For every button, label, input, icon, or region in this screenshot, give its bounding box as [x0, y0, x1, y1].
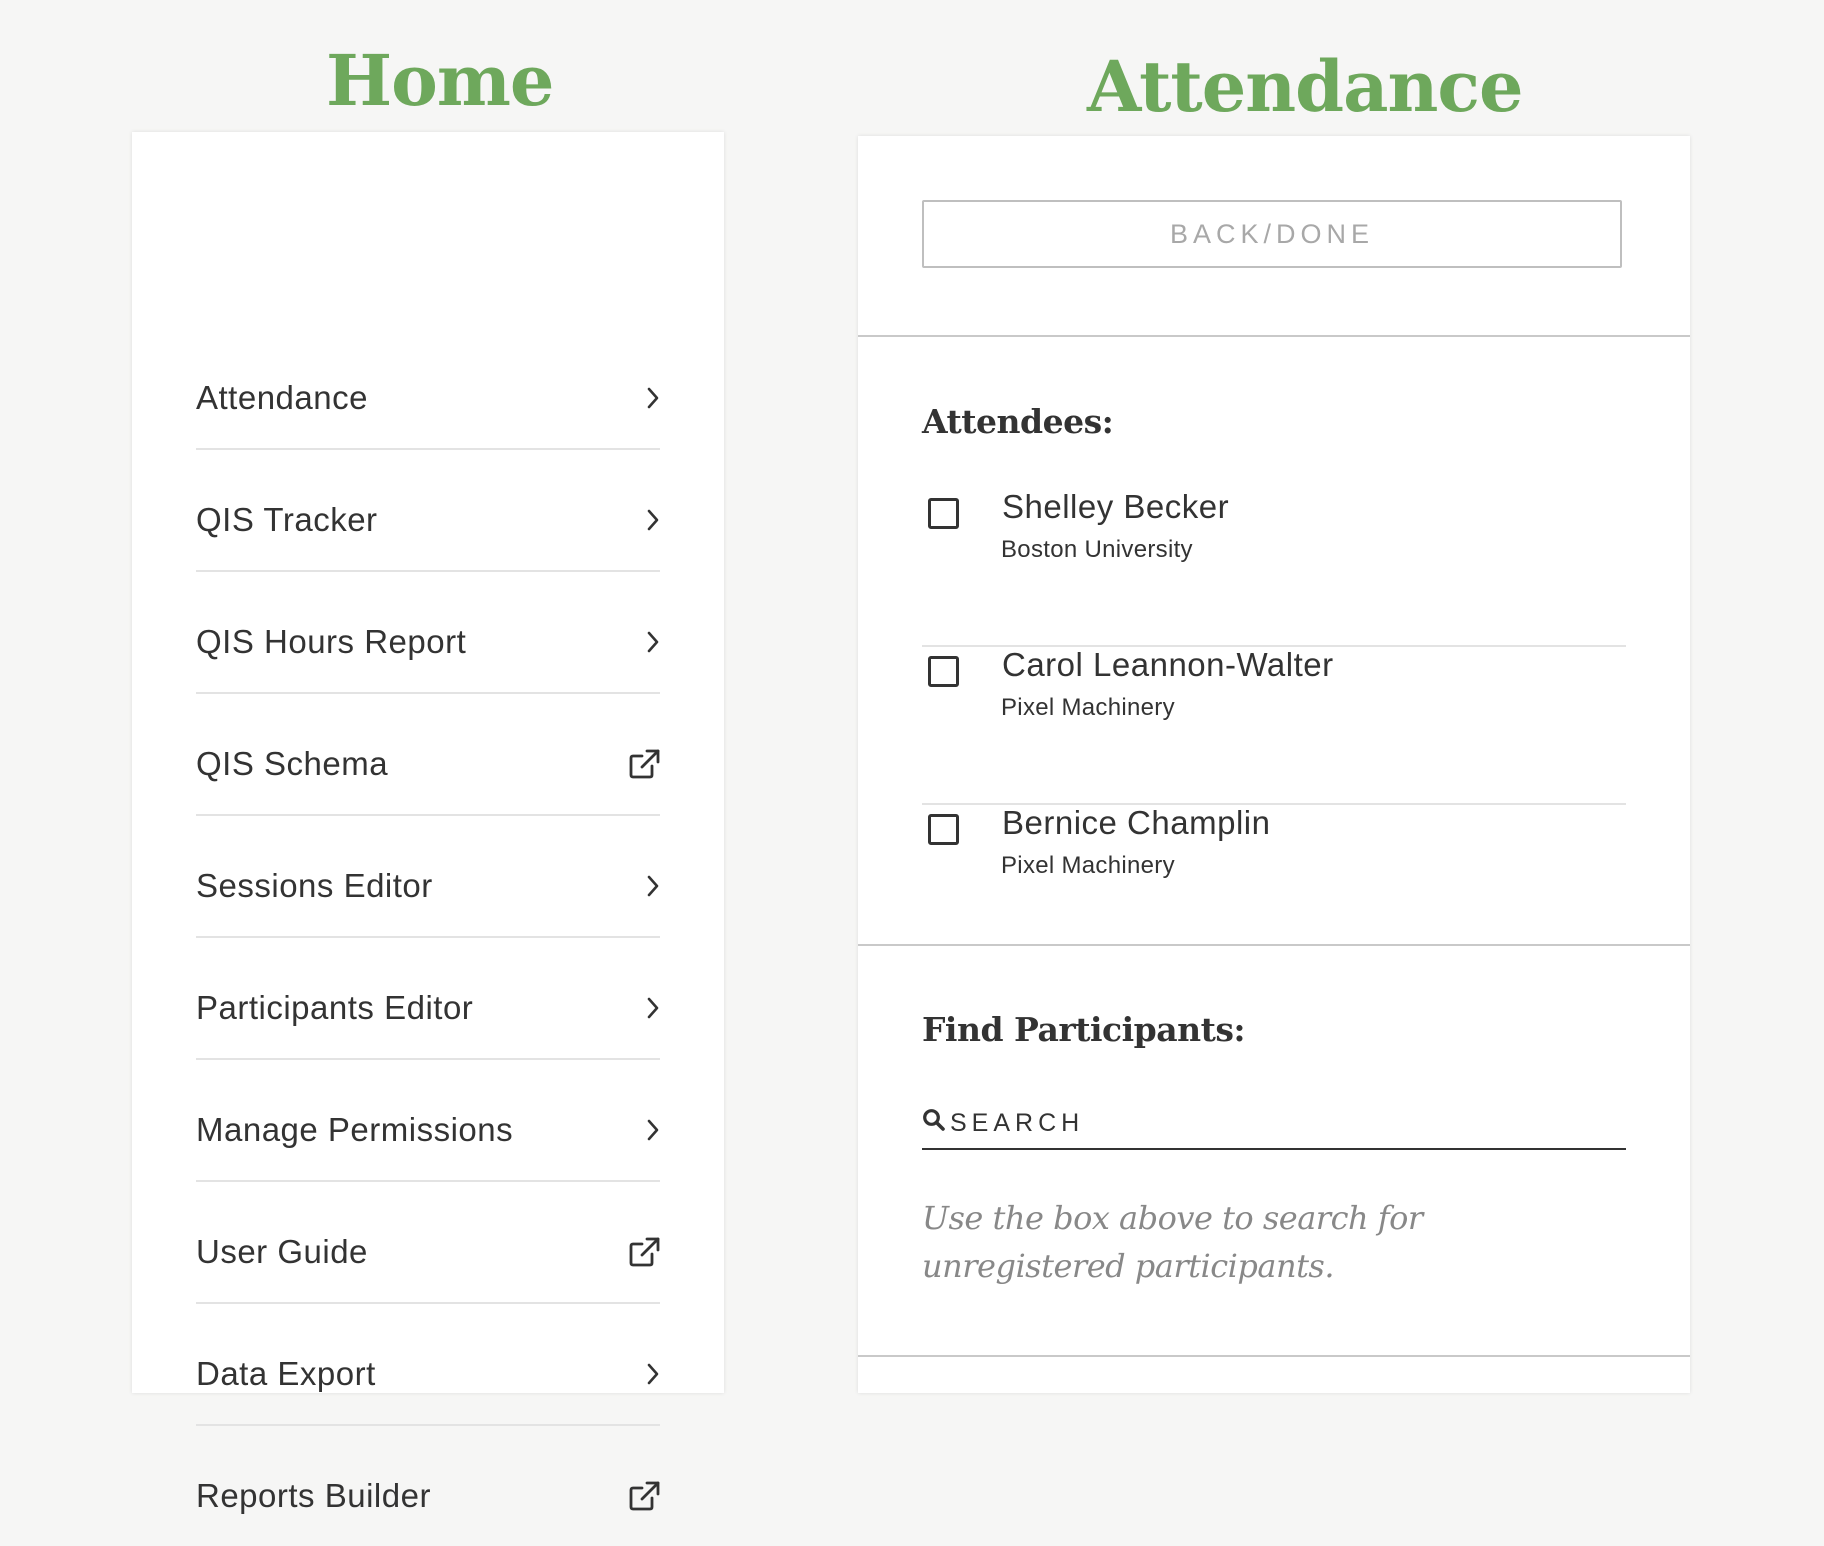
chevron-right-icon: [626, 503, 660, 537]
menu-item-label: Manage Permissions: [196, 1111, 514, 1148]
attendance-card: [858, 136, 1690, 1393]
attendee-item: [922, 804, 1626, 961]
search-icon: [922, 1108, 946, 1132]
menu-item-label: QIS Tracker: [196, 501, 378, 538]
menu-item-manage-permissions[interactable]: [196, 1058, 660, 1182]
home-menu-card: [132, 132, 724, 1514]
menu-item-data-export[interactable]: [196, 1302, 660, 1426]
attendee-checkbox[interactable]: [928, 498, 959, 529]
chevron-right-icon: [626, 625, 660, 659]
find-participants-title: Find Participants:: [922, 1010, 1246, 1049]
chevron-right-icon: [626, 1357, 660, 1391]
menu-item-label: QIS Schema: [196, 745, 389, 782]
menu-item-attendance[interactable]: [196, 326, 660, 450]
chevron-right-icon: [626, 381, 660, 415]
section-divider: [858, 1355, 1690, 1357]
menu-item-qis-tracker[interactable]: [196, 448, 660, 572]
attendee-name: Bernice Champlin: [1002, 804, 1271, 841]
menu-item-qis-schema[interactable]: [196, 692, 660, 816]
menu-item-label: Reports Builder: [196, 1477, 431, 1514]
attendees-title: Attendees:: [922, 402, 1114, 441]
menu-item-participants-editor[interactable]: [196, 936, 660, 1060]
menu-item-label: Data Export: [196, 1355, 376, 1392]
menu-item-label: QIS Hours Report: [196, 623, 467, 660]
menu-item-label: Participants Editor: [196, 989, 474, 1026]
menu-item-qis-hours-report[interactable]: [196, 570, 660, 694]
external-link-icon: [626, 1479, 660, 1513]
chevron-right-icon: [626, 991, 660, 1025]
attendance-heading: Attendance: [1087, 45, 1523, 128]
menu-item-label: User Guide: [196, 1233, 368, 1270]
chevron-right-icon: [626, 1113, 660, 1147]
section-divider: [858, 944, 1690, 946]
search-input[interactable]: [950, 1100, 1610, 1146]
section-divider: [858, 335, 1690, 337]
attendee-checkbox[interactable]: [928, 656, 959, 687]
attendee-item: [922, 488, 1626, 647]
search-hint: Use the box above to search for unregistered participants.: [922, 1199, 1423, 1285]
external-link-icon: [626, 747, 660, 781]
search-field: [922, 1100, 1626, 1150]
menu-item-label: Sessions Editor: [196, 867, 433, 904]
attendee-organization: Pixel Machinery: [1001, 694, 1175, 721]
external-link-icon: [626, 1235, 660, 1269]
menu-item-reports-builder[interactable]: [196, 1424, 660, 1546]
attendee-organization: Pixel Machinery: [1001, 852, 1175, 879]
chevron-right-icon: [626, 869, 660, 903]
attendee-organization: Boston University: [1001, 536, 1193, 563]
menu-item-user-guide[interactable]: [196, 1180, 660, 1304]
attendee-checkbox[interactable]: [928, 814, 959, 845]
menu-item-sessions-editor[interactable]: [196, 814, 660, 938]
home-heading: Home: [326, 39, 554, 122]
attendee-item: [922, 646, 1626, 805]
back-done-button[interactable]: BACK/DONE: [922, 200, 1622, 268]
menu-item-label: Attendance: [196, 379, 368, 416]
attendee-name: Shelley Becker: [1002, 488, 1230, 525]
attendee-name: Carol Leannon-Walter: [1002, 646, 1334, 683]
